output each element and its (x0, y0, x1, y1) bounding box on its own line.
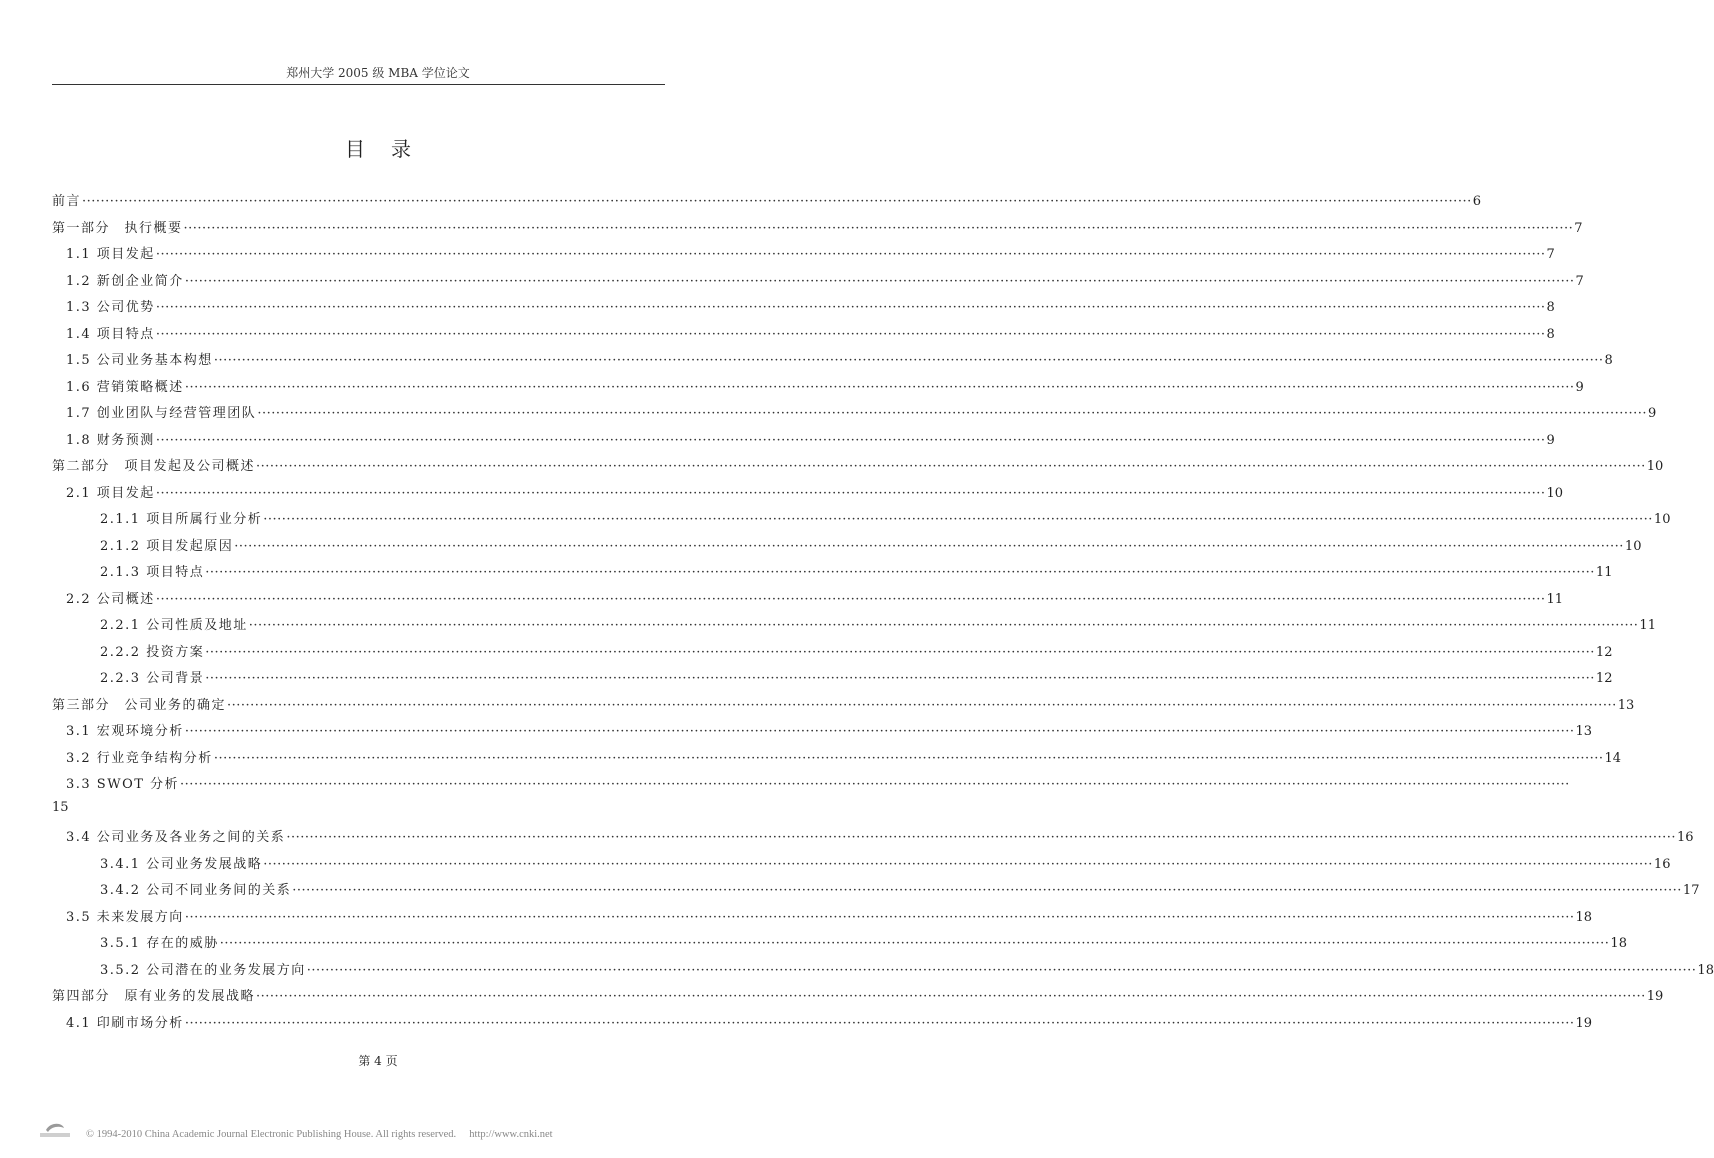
toc-entry-label: 1.3 公司优势 (66, 300, 155, 315)
toc-entry[interactable] (52, 190, 1481, 217)
toc-entry-page: 17 (1682, 883, 1700, 898)
toc-entry-page: 8 (1546, 300, 1555, 315)
toc-entry-page: 18 (1610, 936, 1627, 951)
toc-entry-label: 3.4 公司业务及各业务之间的关系 (66, 830, 286, 845)
toc-leader-dots: ············································································································································································································································································································ (180, 777, 1570, 792)
toc-entry-label: 2.1.3 项目特点 (100, 565, 205, 580)
table-of-contents (52, 190, 1714, 1038)
toc-entry[interactable] (52, 641, 1613, 668)
toc-entry-label: 1.2 新创企业简介 (66, 273, 184, 289)
toc-entry-page: 7 (1546, 247, 1555, 262)
toc-leader-dots: ············································································································································································································································································································ (256, 989, 1646, 1004)
toc-entry-label: 2.2.1 公司性质及地址 (100, 618, 248, 633)
toc-entry[interactable] (52, 879, 1700, 906)
toc-leader-dots: ············································································································································································································································································································ (248, 618, 1639, 633)
toc-entry-label: 3.4.2 公司不同业务间的关系 (100, 883, 292, 898)
toc-entry-page: 14 (1604, 750, 1622, 766)
toc-leader-dots: ············································································································································································································································································································ (155, 485, 1546, 501)
toc-leader-dots: ············································································································································································································································································································ (155, 326, 1546, 342)
toc-entry-page: 9 (1546, 432, 1555, 448)
toc-leader-dots: ············································································································································································································································································································ (155, 591, 1546, 607)
toc-entry-label: 1.7 创业团队与经营管理团队 (66, 406, 257, 421)
toc-leader-dots: ············································································································································································································································································································ (184, 724, 1575, 739)
toc-entry[interactable] (52, 694, 1635, 721)
running-header: 郑州大学 2005 级 MBA 学位论文 (286, 66, 470, 80)
toc-entry[interactable] (52, 376, 1584, 403)
toc-entry-page: 10 (1546, 485, 1564, 501)
toc-entry-page: 18 (1575, 909, 1593, 925)
toc-entry[interactable] (52, 482, 1564, 509)
toc-leader-dots: ············································································································································································································································································································ (306, 962, 1697, 978)
toc-entry-label: 第三部分 公司业务的确定 (52, 697, 227, 713)
toc-entry-label: 3.4.1 公司业务发展战略 (100, 856, 263, 872)
toc-entry[interactable] (52, 296, 1555, 323)
toc-entry[interactable] (52, 588, 1564, 615)
toc-entry[interactable] (52, 535, 1642, 562)
toc-leader-dots: ············································································································································································································································································································ (183, 220, 1574, 236)
toc-entry-label: 3.2 行业竞争结构分析 (66, 750, 213, 766)
toc-leader-dots: ············································································································································································································································································································ (286, 830, 1677, 845)
header-rule (52, 84, 665, 85)
toc-entry-label: 3.5 未来发展方向 (66, 909, 184, 925)
toc-entry-label: 2.2 公司概述 (66, 591, 155, 607)
toc-entry-page: 16 (1677, 830, 1694, 845)
toc-leader-dots: ············································································································································································································································································································ (263, 856, 1653, 872)
toc-leader-dots: ············································································································································································································································································································ (213, 750, 1604, 766)
toc-entry-label: 第二部分 项目发起及公司概述 (52, 459, 256, 474)
toc-leader-dots: ············································································································································································································································································································ (205, 671, 1595, 686)
toc-entry[interactable] (52, 667, 1613, 694)
toc-entry-page-wrapped: 15 (52, 799, 69, 815)
toc-entry-label: 3.5.2 公司潜在的业务发展方向 (100, 962, 306, 978)
toc-entry-page: 13 (1617, 697, 1635, 713)
toc-entry-page: 8 (1546, 326, 1555, 342)
toc-leader-dots: ············································································································································································································································································································ (292, 883, 1682, 898)
toc-entry-page: 10 (1646, 459, 1664, 474)
toc-leader-dots: ············································································································································································································································································································ (234, 538, 1624, 554)
toc-leader-dots: ············································································································································································································································································································ (82, 194, 1472, 209)
toc-entry-label: 3.1 宏观环境分析 (66, 724, 184, 739)
toc-leader-dots: ············································································································································································································································································································ (155, 247, 1546, 262)
toc-entry-label: 1.6 营销策略概述 (66, 379, 184, 395)
toc-entry[interactable] (52, 508, 1671, 535)
toc-leader-dots: ············································································································································································································································································································ (227, 697, 1617, 713)
page-number: 第 4 页 (358, 1054, 398, 1068)
copyright-notice[interactable]: © 1994-2010 China Academic Journal Electronic Publishing House. All rights reserved. http://www.cnki.net (86, 1129, 553, 1140)
toc-entry[interactable] (52, 429, 1555, 456)
toc-entry[interactable] (52, 773, 1570, 800)
toc-entry[interactable] (52, 747, 1622, 774)
toc-entry-page: 12 (1595, 671, 1613, 686)
toc-entry[interactable] (52, 853, 1671, 880)
toc-entry[interactable] (52, 985, 1664, 1012)
toc-entry-page: 18 (1697, 962, 1714, 978)
toc-entry-label: 1.5 公司业务基本构想 (66, 353, 213, 368)
toc-entry-page: 13 (1575, 724, 1593, 739)
toc-entry[interactable] (52, 455, 1664, 482)
toc-entry-page: 16 (1653, 856, 1671, 872)
toc-leader-dots: ············································································································································································································································································································ (219, 936, 1610, 951)
toc-entry-label: 1.4 项目特点 (66, 326, 155, 342)
toc-entry[interactable] (52, 826, 1694, 853)
toc-leader-dots: ············································································································································································································································································································ (184, 379, 1575, 395)
toc-entry-page: 19 (1646, 989, 1664, 1004)
toc-leader-dots: ············································································································································································································································································································ (263, 512, 1653, 527)
toc-entry[interactable] (52, 217, 1583, 244)
toc-leader-dots: ············································································································································································································································································································ (184, 1015, 1575, 1031)
toc-leader-dots: ············································································································································································································································································································ (256, 459, 1646, 474)
toc-entry-label: 第一部分 执行概要 (52, 220, 183, 236)
toc-entry-page: 7 (1574, 220, 1583, 236)
toc-entry-label: 前言 (52, 194, 82, 209)
toc-entry[interactable] (52, 932, 1627, 959)
toc-entry-page: 9 (1648, 406, 1657, 421)
toc-entry-page: 11 (1546, 591, 1564, 607)
toc-entry[interactable] (52, 1012, 1593, 1039)
toc-leader-dots: ············································································································································································································································································································ (213, 353, 1604, 368)
toc-leader-dots: ············································································································································································································································································································ (155, 300, 1546, 315)
toc-entry-label: 1.8 财务预测 (66, 432, 155, 448)
toc-entry-label: 3.5.1 存在的威胁 (100, 936, 219, 951)
toc-entry-label: 2.2.2 投资方案 (100, 644, 205, 660)
toc-entry[interactable] (52, 243, 1555, 270)
toc-entry-page: 6 (1472, 194, 1481, 209)
toc-leader-dots: ············································································································································································································································································································ (184, 273, 1575, 289)
toc-entry[interactable] (52, 959, 1714, 986)
toc-entry-label: 1.1 项目发起 (66, 247, 155, 262)
toc-entry-page: 12 (1595, 644, 1613, 660)
toc-entry[interactable] (52, 349, 1613, 376)
toc-leader-dots: ············································································································································································································································································································ (205, 565, 1595, 580)
toc-entry[interactable] (52, 720, 1593, 747)
toc-entry-label: 4.1 印刷市场分析 (66, 1015, 184, 1031)
toc-entry-label: 2.2.3 公司背景 (100, 671, 205, 686)
toc-entry-page: 10 (1653, 512, 1671, 527)
toc-entry[interactable] (52, 614, 1656, 641)
toc-entry[interactable] (52, 323, 1555, 350)
toc-entry-page: 7 (1575, 273, 1584, 289)
toc-entry-page: 11 (1639, 618, 1656, 633)
toc-entry-page: 10 (1624, 538, 1642, 554)
toc-entry[interactable] (52, 561, 1613, 588)
toc-entry-page: 9 (1575, 379, 1584, 395)
toc-entry-label: 2.1.2 项目发起原因 (100, 538, 234, 554)
toc-leader-dots: ············································································································································································································································································································ (155, 432, 1546, 448)
toc-entry[interactable] (52, 402, 1657, 429)
toc-entry[interactable] (52, 270, 1584, 297)
toc-entry-label: 2.1 项目发起 (66, 485, 155, 501)
toc-leader-dots: ············································································································································································································································································································ (205, 644, 1595, 660)
toc-leader-dots: ············································································································································································································································································································ (184, 909, 1575, 925)
toc-entry-page: 11 (1595, 565, 1613, 580)
toc-entry-label: 2.1.1 项目所属行业分析 (100, 512, 263, 527)
cnki-logo-icon (38, 1118, 72, 1140)
toc-entry-page: 19 (1575, 1015, 1593, 1031)
toc-entry-page: 8 (1604, 353, 1613, 368)
page-title: 目录 (345, 137, 437, 161)
toc-entry-label: 3.3 SWOT 分析 (66, 777, 180, 792)
toc-entry[interactable] (52, 906, 1593, 933)
toc-leader-dots: ············································································································································································································································································································ (257, 406, 1648, 421)
toc-entry-label: 第四部分 原有业务的发展战略 (52, 989, 256, 1004)
